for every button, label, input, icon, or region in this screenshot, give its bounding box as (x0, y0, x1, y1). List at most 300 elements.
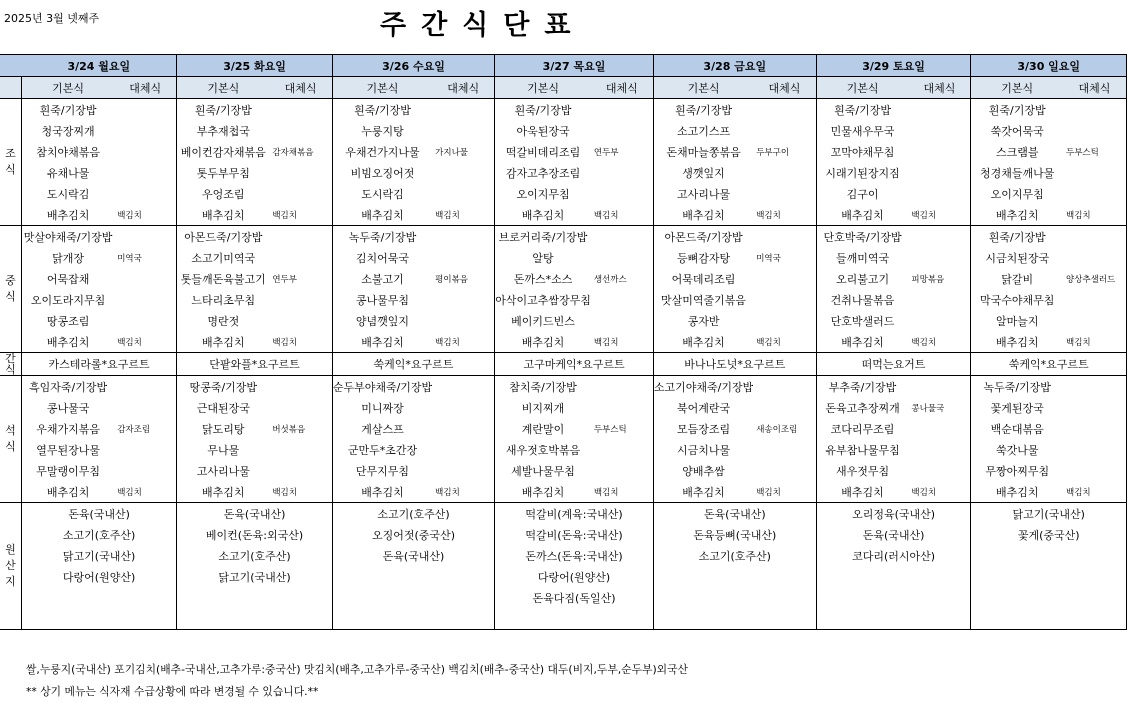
breakfast-alt-dish: 두부구이 (753, 141, 816, 162)
dinner-alt-dish (1063, 397, 1127, 418)
breakfast-dish: 누룽지탕 (361, 124, 404, 138)
lunch-alt-dish (1063, 289, 1127, 310)
breakfast-alt-dish (114, 141, 177, 162)
breakfast-dish: 흰죽/기장밥 (39, 103, 97, 117)
dinner-dish: 녹두죽/기장밥 (983, 380, 1051, 394)
origin-row (0, 503, 1127, 525)
day-header: 3/26 수요일 (332, 55, 494, 77)
origin-item: 돈육(국내산) (21, 503, 176, 525)
lunch-alt-dish: 피망볶음 (908, 268, 971, 289)
dinner-dish: 코다리무조림 (830, 422, 895, 436)
dinner-dish: 유부참나물무침 (825, 443, 900, 457)
breakfast-alt-dish: 백김치 (591, 204, 654, 226)
dinner-dish: 참치죽/기장밥 (509, 380, 577, 394)
breakfast-dish: 흰죽/기장밥 (354, 103, 411, 117)
dinner-dish: 땅콩죽/기장밥 (189, 380, 258, 394)
origin-row (0, 608, 1127, 630)
origin-item: 소고기(호주산) (21, 524, 176, 545)
dinner-alt-dish (432, 397, 495, 418)
breakfast-dish: 도시락김 (361, 187, 404, 201)
breakfast-dish: 베이컨감자채볶음 (180, 145, 266, 159)
dinner-alt-dish (1063, 439, 1127, 460)
main-menu-header: 기본식 (816, 77, 908, 99)
dinner-row (0, 460, 1127, 481)
origin-item: 돈까스(돈육:국내산) (495, 545, 654, 566)
lunch-dish: 알마늘지 (995, 314, 1039, 328)
dinner-alt-dish: 백김치 (591, 481, 654, 503)
dinner-row (0, 418, 1127, 439)
breakfast-dish: 배추김치 (495, 204, 591, 226)
main-menu-header: 기본식 (653, 77, 753, 99)
origin-item (177, 587, 333, 608)
lunch-dish: 콩나물무침 (355, 293, 410, 307)
dinner-dish: 배추김치 (495, 481, 591, 503)
dinner-dish: 배추김치 (332, 481, 432, 503)
breakfast-alt-dish (908, 120, 971, 141)
dinner-dish: 흑임자죽/기장밥 (29, 380, 108, 394)
alt-menu-header: 대체식 (591, 77, 654, 99)
dinner-dish: 꽃게된장국 (990, 401, 1044, 415)
lunch-dish: 막국수야채무침 (980, 293, 1055, 307)
origin-item (816, 587, 971, 608)
lunch-alt-dish (269, 289, 332, 310)
breakfast-dish: 시래기된장지짐 (825, 166, 900, 180)
dinner-dish: 군만두*초간장 (347, 443, 418, 457)
dinner-dish: 배추김치 (971, 481, 1063, 503)
lunch-alt-dish (591, 226, 654, 248)
lunch-alt-dish (753, 268, 816, 289)
origin-item (971, 608, 1127, 630)
breakfast-dish: 아욱된장국 (516, 124, 570, 138)
lunch-alt-dish: 백김치 (114, 331, 177, 353)
lunch-dish: 브로커리죽/기장밥 (498, 230, 588, 244)
sub-header-row (0, 77, 1127, 99)
snack-item: 카스테라롤*요구르트 (21, 353, 176, 376)
breakfast-dish: 민물새우무국 (830, 124, 895, 138)
breakfast-dish: 흰죽/기장밥 (988, 103, 1046, 117)
lunch-alt-dish (908, 310, 971, 331)
dinner-alt-dish: 백김치 (1063, 481, 1127, 503)
dinner-alt-dish (591, 376, 654, 398)
dinner-dish: 시금치나물 (676, 443, 731, 457)
lunch-alt-dish (269, 247, 332, 268)
lunch-dish: 명란젓 (207, 314, 240, 328)
menu-table (0, 54, 1127, 630)
dinner-dish: 돈육고추장찌개 (825, 401, 900, 415)
breakfast-dish: 흰죽/기장밥 (194, 103, 252, 117)
breakfast-dish: 돈채마늘쫑볶음 (666, 145, 741, 159)
breakfast-alt-dish (908, 183, 971, 204)
breakfast-row (0, 183, 1127, 204)
lunch-dish: 양념깻잎지 (355, 314, 410, 328)
origin-item: 돈육등뼈(국내산) (653, 524, 816, 545)
breakfast-dish: 배추김치 (971, 204, 1063, 226)
change-note: ** 상기 메뉴는 식자재 수급상황에 따라 변경될 수 있습니다.** (26, 685, 319, 698)
origin-item: 다랑어(원양산) (21, 566, 176, 587)
dinner-dish: 북어계란국 (676, 401, 731, 415)
breakfast-alt-dish (269, 162, 332, 183)
dinner-dish: 열무된장나물 (36, 443, 100, 457)
snack-label: 간 식 (0, 353, 21, 376)
breakfast-dish: 오이지무침 (516, 187, 570, 201)
breakfast-alt-dish (114, 99, 177, 121)
lunch-alt-dish (753, 310, 816, 331)
dinner-dish: 배추김치 (816, 481, 908, 503)
lunch-alt-dish (114, 289, 177, 310)
lunch-dish: 등뼈감자탕 (676, 251, 731, 265)
lunch-dish: 돈까스*소스 (513, 272, 573, 286)
lunch-alt-dish (269, 310, 332, 331)
lunch-dish: 배추김치 (495, 331, 591, 353)
dinner-alt-dish (1063, 376, 1127, 398)
dinner-dish: 새우젓호박볶음 (505, 443, 581, 457)
lunch-alt-dish: 평이볶음 (432, 268, 495, 289)
breakfast-alt-dish (432, 99, 495, 121)
origin-item: 돈육(국내산) (653, 503, 816, 525)
lunch-alt-dish (908, 226, 971, 248)
origin-row (0, 524, 1127, 545)
dinner-alt-dish: 감자조림 (114, 418, 177, 439)
lunch-alt-dish: 양상추샐러드 (1063, 268, 1127, 289)
origin-item (177, 608, 333, 630)
breakfast-alt-dish: 백김치 (908, 204, 971, 226)
dinner-dish: 계란말이 (521, 422, 565, 436)
dinner-alt-dish: 백김치 (269, 481, 332, 503)
breakfast-row (0, 141, 1127, 162)
breakfast-dish: 고사리나물 (676, 187, 731, 201)
breakfast-label: 조 식 (0, 99, 21, 226)
dinner-alt-dish (432, 460, 495, 481)
origin-item: 소고기(호주산) (177, 545, 333, 566)
dinner-row (0, 397, 1127, 418)
breakfast-dish: 배추김치 (21, 204, 114, 226)
dinner-alt-dish (269, 397, 332, 418)
breakfast-dish: 우채건가지나물 (345, 145, 420, 159)
dinner-alt-dish (591, 439, 654, 460)
breakfast-alt-dish (114, 183, 177, 204)
breakfast-dish: 소고기스프 (676, 124, 731, 138)
dinner-dish: 비지찌개 (521, 401, 565, 415)
dinner-dish: 무말랭이무침 (36, 464, 100, 478)
dinner-alt-dish (269, 439, 332, 460)
origin-item: 꽃게(중국산) (971, 524, 1127, 545)
lunch-alt-dish (591, 310, 654, 331)
day-header: 3/24 월요일 (21, 55, 176, 77)
breakfast-dish: 흰죽/기장밥 (675, 103, 732, 117)
breakfast-row (0, 120, 1127, 141)
lunch-dish: 콩자반 (687, 314, 720, 328)
snack-item: 고구마케익*요구르트 (495, 353, 654, 376)
breakfast-alt-dish (269, 99, 332, 121)
origin-item: 돈육(국내산) (332, 545, 494, 566)
lunch-alt-dish (1063, 247, 1127, 268)
breakfast-alt-dish (1063, 162, 1127, 183)
breakfast-alt-dish: 백김치 (1063, 204, 1127, 226)
lunch-dish: 단호박죽/기장밥 (823, 230, 902, 244)
breakfast-dish: 청경채들깨나물 (980, 166, 1055, 180)
lunch-alt-dish: 백김치 (908, 331, 971, 353)
dinner-alt-dish (114, 439, 177, 460)
dinner-alt-dish (1063, 460, 1127, 481)
breakfast-dish: 도시락김 (46, 187, 90, 201)
breakfast-alt-dish (591, 162, 654, 183)
dinner-dish: 순두부야채죽/기장밥 (332, 380, 433, 394)
dinner-alt-dish (908, 460, 971, 481)
lunch-alt-dish: 백김치 (591, 331, 654, 353)
lunch-alt-dish: 미역국 (114, 247, 177, 268)
breakfast-alt-dish (753, 183, 816, 204)
lunch-alt-dish (591, 289, 654, 310)
dinner-alt-dish (432, 418, 495, 439)
lunch-alt-dish (753, 226, 816, 248)
breakfast-dish: 쑥갓어묵국 (990, 124, 1044, 138)
lunch-dish: 흰죽/기장밥 (988, 230, 1046, 244)
origin-row (0, 545, 1127, 566)
day-header: 3/30 일요일 (971, 55, 1127, 77)
lunch-dish: 톳들깨돈육불고기 (180, 272, 266, 286)
dinner-alt-dish (114, 460, 177, 481)
main-menu-header: 기본식 (971, 77, 1063, 99)
dinner-dish: 근대된장국 (196, 401, 250, 415)
breakfast-dish: 오이지무침 (990, 187, 1044, 201)
snack-row (0, 353, 1127, 376)
dinner-alt-dish (753, 439, 816, 460)
breakfast-dish: 우엉조림 (202, 187, 245, 201)
breakfast-row (0, 99, 1127, 121)
lunch-alt-dish: 미역국 (753, 247, 816, 268)
breakfast-dish: 배추김치 (177, 204, 270, 226)
lunch-dish: 배추김치 (21, 331, 114, 353)
origin-item (816, 566, 971, 587)
origin-item: 떡갈비(계육:국내산) (495, 503, 654, 525)
breakfast-dish: 참치야채볶음 (36, 145, 100, 159)
notes (26, 659, 688, 703)
origin-item: 코다리(러시아산) (816, 545, 971, 566)
breakfast-alt-dish (908, 162, 971, 183)
snack-item: 바나나도넛*요구르트 (653, 353, 816, 376)
lunch-alt-dish: 백김치 (269, 331, 332, 353)
origin-item: 닭고기(국내산) (21, 545, 176, 566)
dinner-dish: 콩나물국 (46, 401, 90, 415)
dinner-alt-dish (908, 376, 971, 398)
breakfast-alt-dish (432, 183, 495, 204)
dinner-row (0, 481, 1127, 503)
dinner-alt-dish (269, 460, 332, 481)
origin-item: 소고기(호주산) (332, 503, 494, 525)
breakfast-dish: 유채나물 (46, 166, 90, 180)
dinner-dish: 배추김치 (21, 481, 114, 503)
main-menu-header: 기본식 (21, 77, 114, 99)
breakfast-alt-dish: 백김치 (753, 204, 816, 226)
dinner-alt-dish (114, 376, 177, 398)
lunch-dish: 배추김치 (332, 331, 432, 353)
lunch-alt-dish: 백김치 (432, 331, 495, 353)
lunch-dish: 알탕 (532, 251, 554, 265)
dinner-dish: 모듬장조림 (676, 422, 731, 436)
dinner-dish: 미니짜장 (361, 401, 404, 415)
dinner-dish: 게살스프 (361, 422, 404, 436)
origin-item: 닭고기(국내산) (971, 503, 1127, 525)
origin-item: 닭고기(국내산) (177, 566, 333, 587)
dinner-alt-dish (753, 460, 816, 481)
lunch-alt-dish (1063, 310, 1127, 331)
breakfast-dish: 배추김치 (816, 204, 908, 226)
lunch-dish: 맛살야채죽/기장밥 (23, 230, 113, 244)
origin-item (332, 587, 494, 608)
dinner-alt-dish: 백김치 (114, 481, 177, 503)
breakfast-alt-dish (753, 162, 816, 183)
breakfast-dish: 감자고추장조림 (505, 166, 581, 180)
origin-item (971, 566, 1127, 587)
lunch-dish: 소불고기 (361, 272, 404, 286)
dinner-dish: 단무지무침 (355, 464, 410, 478)
lunch-row (0, 268, 1127, 289)
alt-menu-header: 대체식 (432, 77, 495, 99)
lunch-dish: 단호박샐러드 (830, 314, 895, 328)
origin-item: 오리정육(국내산) (816, 503, 971, 525)
origin-item: 떡갈비(돈육:국내산) (495, 524, 654, 545)
breakfast-dish: 비빔오징어젓 (350, 166, 415, 180)
breakfast-dish: 부추재첩국 (196, 124, 250, 138)
lunch-dish: 아몬드죽/기장밥 (184, 230, 263, 244)
lunch-row (0, 289, 1127, 310)
lunch-dish: 배추김치 (816, 331, 908, 353)
breakfast-alt-dish (114, 162, 177, 183)
origin-item (653, 587, 816, 608)
origin-item: 돈육(국내산) (177, 503, 333, 525)
origin-item (816, 608, 971, 630)
breakfast-dish: 배추김치 (332, 204, 432, 226)
breakfast-alt-dish (753, 120, 816, 141)
dinner-dish: 소고기야채죽/기장밥 (653, 380, 754, 394)
breakfast-alt-dish: 백김치 (114, 204, 177, 226)
alt-menu-header: 대체식 (908, 77, 971, 99)
lunch-alt-dish (114, 310, 177, 331)
lunch-alt-dish (753, 289, 816, 310)
dinner-alt-dish (908, 439, 971, 460)
breakfast-alt-dish (591, 120, 654, 141)
lunch-alt-dish (269, 226, 332, 248)
alt-menu-header: 대체식 (753, 77, 816, 99)
breakfast-alt-dish: 백김치 (269, 204, 332, 226)
dinner-alt-dish (591, 397, 654, 418)
lunch-dish: 오리불고기 (835, 272, 890, 286)
lunch-alt-dish: 백김치 (753, 331, 816, 353)
breakfast-alt-dish (753, 99, 816, 121)
breakfast-alt-dish (1063, 99, 1127, 121)
week-label: 2025년 3월 넷째주 (4, 12, 100, 25)
page-title: 주간식단표 (380, 10, 586, 41)
dinner-dish: 우채가지볶음 (36, 422, 100, 436)
breakfast-alt-dish (908, 99, 971, 121)
lunch-alt-dish: 생선까스 (591, 268, 654, 289)
alt-menu-header: 대체식 (269, 77, 332, 99)
origin-item (332, 566, 494, 587)
snack-item: 단팥와플*요구르트 (177, 353, 333, 376)
lunch-alt-dish: 백김치 (1063, 331, 1127, 353)
origin-item: 돈육(국내산) (816, 524, 971, 545)
breakfast-alt-dish (432, 162, 495, 183)
origin-item: 오징어젓(중국산) (332, 524, 494, 545)
dinner-label: 석 식 (0, 376, 21, 503)
dinner-dish: 무짱아찌무침 (985, 464, 1050, 478)
breakfast-dish: 스크램블 (995, 145, 1039, 159)
breakfast-dish: 떡갈비데리조림 (505, 145, 581, 159)
breakfast-dish: 톳두부무침 (196, 166, 250, 180)
dinner-alt-dish (432, 376, 495, 398)
lunch-alt-dish (114, 226, 177, 248)
dinner-alt-dish (591, 460, 654, 481)
breakfast-alt-dish: 감자채볶음 (269, 141, 332, 162)
lunch-row (0, 247, 1127, 268)
origin-item (653, 608, 816, 630)
lunch-dish: 아몬드죽/기장밥 (664, 230, 743, 244)
breakfast-alt-dish (1063, 183, 1127, 204)
lunch-label: 중 식 (0, 226, 21, 353)
snack-item: 쑥케익*요구르트 (332, 353, 494, 376)
breakfast-alt-dish: 백김치 (432, 204, 495, 226)
breakfast-dish: 배추김치 (653, 204, 753, 226)
dinner-alt-dish: 두부스틱 (591, 418, 654, 439)
lunch-dish: 건취나물볶음 (830, 293, 895, 307)
lunch-dish: 배추김치 (177, 331, 270, 353)
dinner-alt-dish: 콩나물국 (908, 397, 971, 418)
breakfast-alt-dish: 가지나물 (432, 141, 495, 162)
dinner-dish: 닭도리탕 (202, 422, 245, 436)
alt-menu-header: 대체식 (114, 77, 177, 99)
corner-cell (0, 77, 21, 99)
breakfast-row (0, 162, 1127, 183)
alt-menu-header: 대체식 (1063, 77, 1127, 99)
origin-row (0, 587, 1127, 608)
breakfast-dish: 생깻잎지 (682, 166, 725, 180)
dinner-dish: 양배추쌈 (682, 464, 725, 478)
dinner-alt-dish: 새송이조림 (753, 418, 816, 439)
lunch-row (0, 226, 1127, 248)
breakfast-alt-dish: 연두부 (591, 141, 654, 162)
lunch-dish: 시금치된장국 (985, 251, 1050, 265)
origin-item (971, 545, 1127, 566)
breakfast-dish: 꼬막야채무침 (830, 145, 895, 159)
lunch-dish: 배추김치 (971, 331, 1063, 353)
dinner-dish: 배추김치 (177, 481, 270, 503)
dinner-dish: 부추죽/기장밥 (828, 380, 897, 394)
lunch-alt-dish (432, 226, 495, 248)
lunch-dish: 아삭이고추쌈장무침 (495, 293, 591, 307)
lunch-alt-dish (591, 247, 654, 268)
snack-item: 쑥케익*요구르트 (971, 353, 1127, 376)
breakfast-alt-dish (591, 183, 654, 204)
lunch-alt-dish (1063, 226, 1127, 248)
origin-item: 돈육다짐(독일산) (495, 587, 654, 608)
breakfast-dish: 흰죽/기장밥 (514, 103, 572, 117)
breakfast-row (0, 204, 1127, 226)
lunch-dish: 배추김치 (653, 331, 753, 353)
day-header: 3/25 화요일 (177, 55, 333, 77)
dinner-dish: 세발나물무침 (511, 464, 575, 478)
main-menu-header: 기본식 (495, 77, 591, 99)
lunch-dish: 맛살미역줄기볶음 (661, 293, 747, 307)
dinner-alt-dish (1063, 418, 1127, 439)
breakfast-alt-dish (1063, 120, 1127, 141)
lunch-dish: 느타리초무침 (191, 293, 256, 307)
breakfast-alt-dish (432, 120, 495, 141)
lunch-dish: 닭개장 (52, 251, 85, 265)
lunch-alt-dish (908, 289, 971, 310)
origin-item: 다랑어(원양산) (495, 566, 654, 587)
dinner-dish: 무나물 (207, 443, 240, 457)
lunch-alt-dish: 연두부 (269, 268, 332, 289)
